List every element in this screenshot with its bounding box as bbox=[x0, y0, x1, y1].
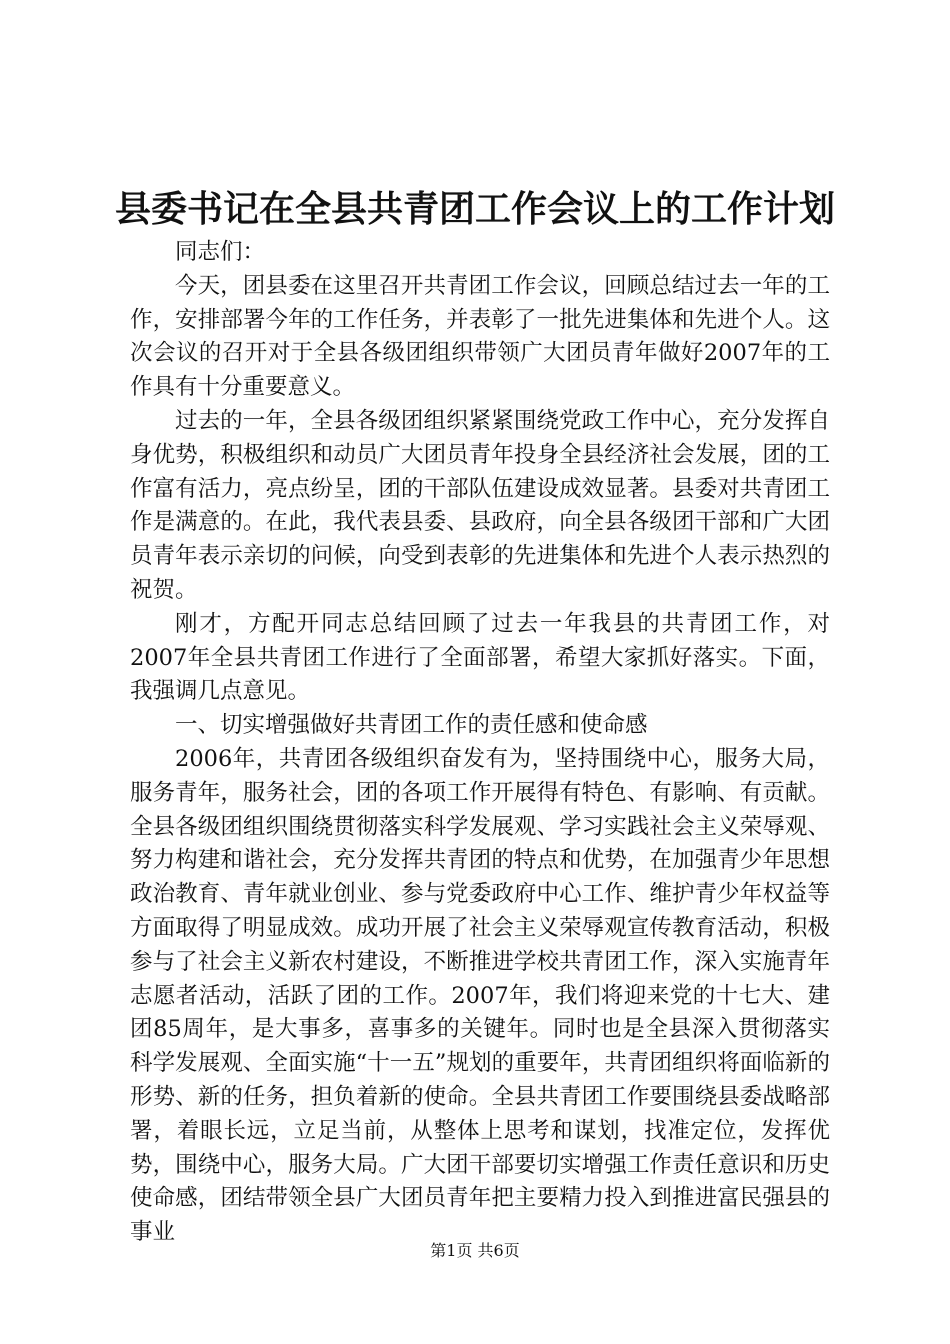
salutation: 同志们： bbox=[175, 239, 266, 265]
paragraph: 刚才，方配开同志总结回顾了过去一年我县的共青团工作，对2007年全县共青团工作进行了全面部署，希望大家抓好落实。下面，我强调几点意见。 bbox=[130, 610, 830, 705]
paragraph: 今天，团县委在这里召开共青团工作会议，回顾总结过去一年的工作，安排部署今年的工作任务，并表彰了一批先进集体和先进个人。这次会议的召开对于全县各级团组织带领广大团员青年做好2007年的工作具有十分重要意义。 bbox=[130, 272, 830, 401]
paragraph: 过去的一年，全县各级团组织紧紧围绕党政工作中心，充分发挥自身优势，积极组织和动员广大团员青年投身全县经济社会发展，团的工作富有活力，亮点纷呈，团的干部队伍建设成效显著。县委对共青团工作是满意的。在此，我代表县委、县政府，向全县各级团干部和广大团员青年表示亲切的问候，向受到表彰的先进集体和先进个人表示热烈的祝贺。 bbox=[130, 407, 830, 603]
page-number-footer: 第1页 共6页 bbox=[430, 1241, 520, 1260]
document-title: 县委书记在全县共青团工作会议上的工作计划 bbox=[114, 188, 835, 230]
paragraph: 2006年，共青团各级组织奋发有为，坚持围绕中心，服务大局，服务青年，服务社会，团的各项工作开展得有特色、有影响、有贡献。全县各级团组织围绕贯彻落实科学发展观、学习实践社会主义荣辱观、努力构建和谐社会，充分发挥共青团的特点和优势，在加强青少年思想政治教育、青年就业创业、参与党委政府中心工作、维护青少年权益等方面取得了明显成效。成功开展了社会主义荣辱观宣传教育活动，积极参与了社会主义新农村建设，不断推进学校共青团工作，深入实施青年志愿者活动，活跃了团的工作。2007年，我们将迎来党的十七大、建团85周年，是大事多，喜事多的关键年。同时也是全县深入贯彻落实科学发展观、全面实施“十一五”规划的重要年，共青团组织将面临新的形势、新的任务，担负着新的使命。全县共青团工作要围绕县委战略部署，着眼长远，立足当前，从整体上思考和谋划，找准定位，发挥优势，围绕中心，服务大局。广大团干部要切实增强工作责任意识和历史使命感，团结带领全县广大团员青年把主要精力投入到推进富民强县的事业 bbox=[130, 745, 830, 1246]
document-body bbox=[130, 236, 830, 1250]
section-heading: 一、切实增强做好共青团工作的责任感和使命感 bbox=[175, 712, 648, 739]
